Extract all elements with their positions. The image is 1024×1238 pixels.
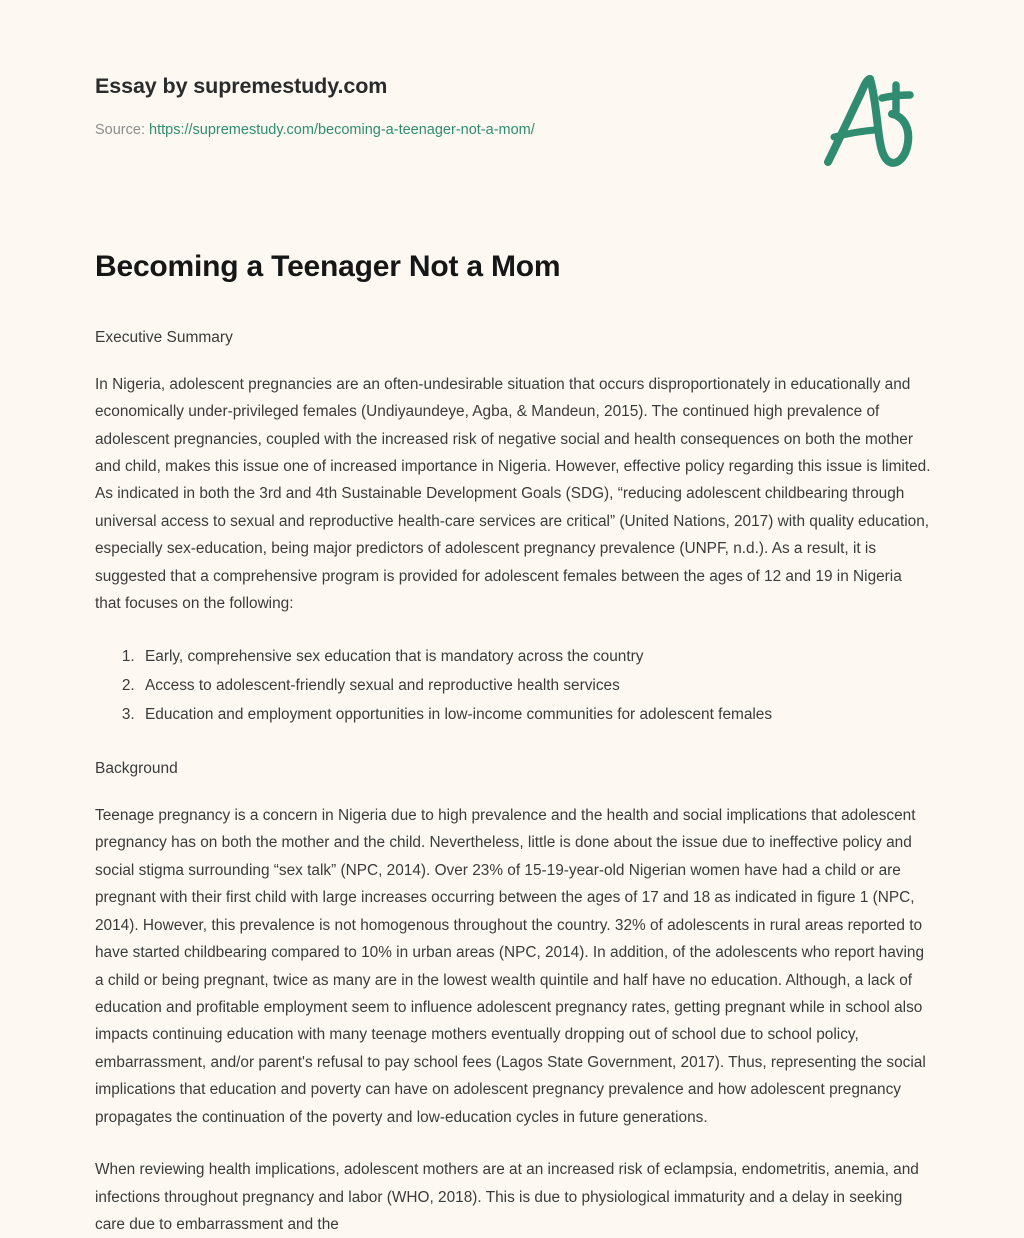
paragraph: When reviewing health implications, adolescent mothers are at an increased risk of eclampsia, endometritis, anemia, and infections throughout pregnancy and labor (WHO, 2018). This is due to physiological immaturity and a delay in seeking care due to embarrassment and the: [95, 1161, 919, 1233]
brand-byline: Essay by supremestudy.com: [95, 74, 388, 98]
a-plus-logo-icon: [812, 66, 922, 174]
source-label: Source:: [95, 122, 145, 138]
page-title: Becoming a Teenager Not a Mom: [95, 250, 561, 283]
source-url-link[interactable]: https://supremestudy.com/becoming-a-teenager-not-a-mom/: [149, 122, 535, 138]
page-header: [0, 0, 1024, 200]
section-heading-executive-summary: Executive Summary: [95, 328, 233, 346]
section-heading-background: Background: [95, 759, 178, 777]
list-item: 2. Access to adolescent-friendly sexual and reproductive health services: [139, 672, 931, 699]
paragraph: Teenage pregnancy is a concern in Nigeria due to high prevalence and the health and social implications that adolescent pregnancy has on both the mother and the child. Nevertheless, little is done about the issue due to ineffective policy and social stigma surrounding “sex talk” (NPC, 2014). Over 23% of 15-19-year-old Nigerian women have had a child or are pregnant with their first child with large increases occurring between the ages of 17 and 18 as indicated in figure 1 (NPC, 2014). However, this prevalence is not homogenous throughout the country. 32% of adolescents in rural areas reported to have started childbearing compared to 10% in urban areas (NPC, 2014). In addition, of the adolescents who report having a child or being pregnant, twice as many are in the lowest wealth quintile and half have no education. Although, a lack of education and profitable employment seem to influence adolescent pregnancy rates, getting pregnant while in school also impacts continuing education with many teenage mothers eventually dropping out of school due to school policy, embarrassment, and/or parent's refusal to pay school fees (Lagos State Government, 2017). Thus, representing the social implications that education and poverty can have on adolescent pregnancy prevalence and how adolescent pregnancy propagates the continuation of the poverty and low-education cycles in future generations.: [95, 807, 926, 1126]
list-item: 3. Education and employment opportunities in low-income communities for adolescent females: [139, 701, 931, 728]
recommendations-list: [95, 643, 931, 729]
paragraph: In Nigeria, adolescent pregnancies are an often-undesirable situation that occurs disproportionately in educationally and economically under-privileged females (Undiyaundeye, Agba, & Mandeun, 2015). The continued high prevalence of adolescent pregnancies, coupled with the increased risk of negative social and health consequences on both the mother and child, makes this issue one of increased importance in Nigeria. However, effective policy regarding this issue is limited. As indicated in both the 3rd and 4th Sustainable Development Goals (SDG), “reducing adolescent childbearing through universal access to sexual and reproductive health-care services are critical” (United Nations, 2017) with quality education, especially sex-education, being major predictors of adolescent pregnancy prevalence (UNPF, n.d.). As a result, it is suggested that a comprehensive program is provided for adolescent females between the ages of 12 and 19 in Nigeria that focuses on the following:: [95, 375, 931, 613]
source-line: [95, 122, 535, 138]
article-body: [95, 248, 931, 1238]
list-item: 1. Early, comprehensive sex education that is mandatory across the country: [139, 643, 931, 670]
